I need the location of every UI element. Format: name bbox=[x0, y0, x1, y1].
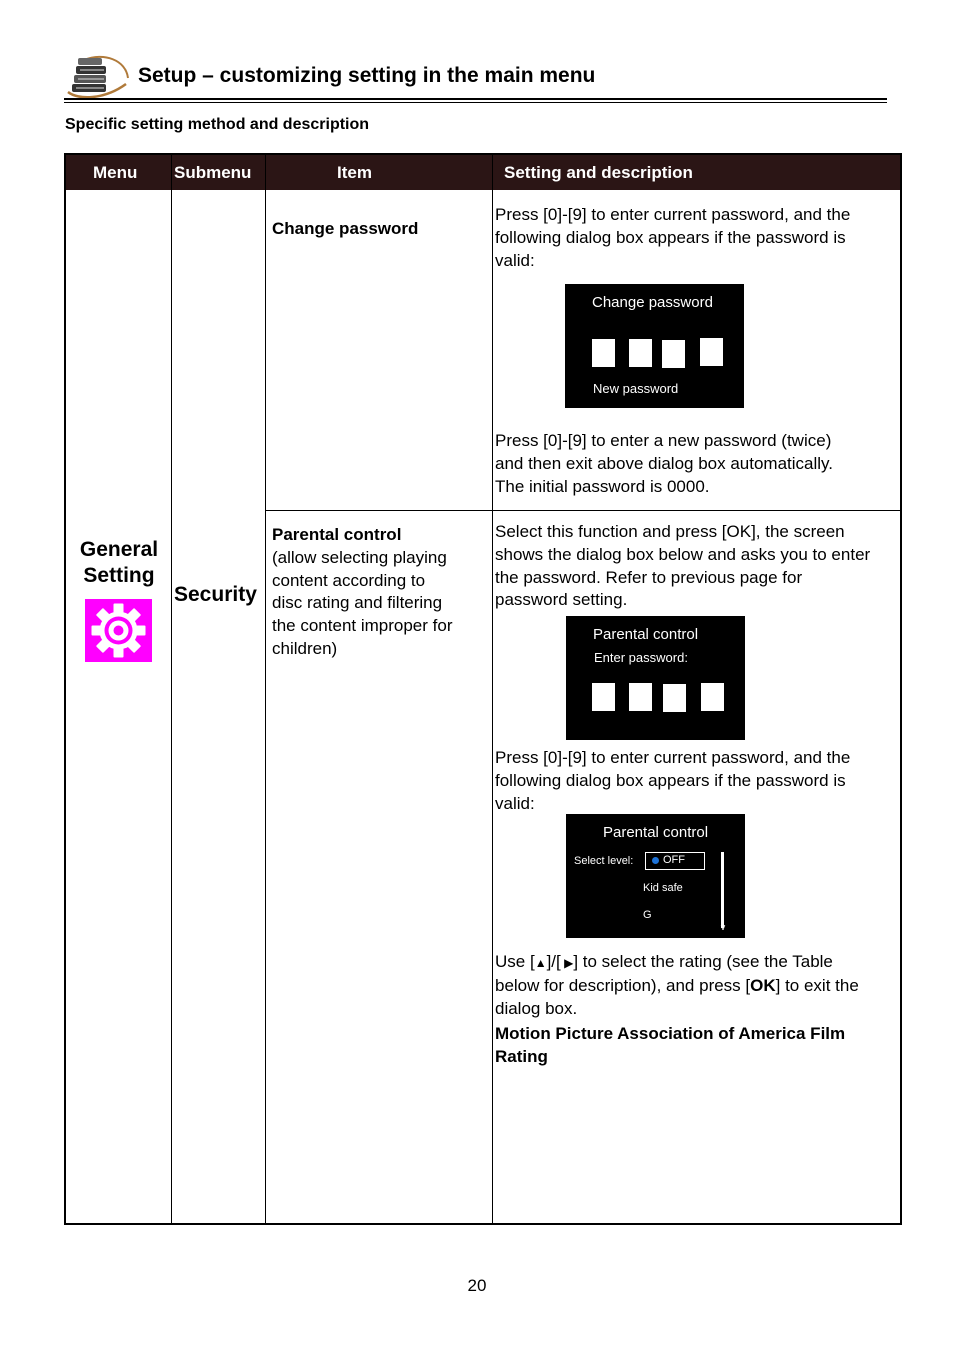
parental-control-desc-3 bbox=[495, 951, 859, 1020]
books-stack-icon bbox=[64, 54, 132, 98]
column-divider bbox=[492, 155, 493, 1223]
option-label: OFF bbox=[663, 854, 685, 866]
text-line: Press [0]-[9] to enter current password, and the bbox=[495, 205, 851, 224]
text-line: Select this function and press [OK], the screen bbox=[495, 522, 845, 541]
text-line: the password. Refer to previous page for bbox=[495, 567, 803, 587]
level-option[interactable]: Kid safe bbox=[643, 882, 683, 894]
text-line: Rating bbox=[495, 1046, 548, 1066]
text-line: the content improper for bbox=[272, 616, 453, 636]
section-subtitle: Specific setting method and description bbox=[65, 116, 370, 133]
ok-key-label: OK bbox=[750, 975, 776, 995]
triangle-right-icon: ▶ bbox=[560, 956, 574, 970]
password-digit-box bbox=[701, 683, 724, 711]
dialog-caption: New password bbox=[593, 381, 679, 396]
page-title: Setup – customizing setting in the main menu bbox=[138, 64, 596, 87]
table-header bbox=[66, 155, 900, 190]
text-line: shows the dialog box below and asks you to enter bbox=[495, 544, 871, 564]
text-span: ] to exit the bbox=[775, 975, 859, 995]
select-level-label: Select level: bbox=[574, 855, 634, 867]
text-line: following dialog box appears if the password is bbox=[495, 227, 846, 247]
text-line: password setting. bbox=[495, 590, 628, 610]
text-line: following dialog box appears if the password is bbox=[495, 770, 846, 790]
settings-table bbox=[64, 153, 902, 1225]
text-line bbox=[495, 975, 859, 998]
menu-general-setting bbox=[66, 537, 172, 589]
password-digit-box bbox=[662, 340, 685, 368]
text-line: Motion Picture Association of America Film bbox=[495, 1024, 846, 1043]
change-password-desc-1 bbox=[495, 204, 850, 272]
dialog-title: Change password bbox=[592, 294, 713, 311]
password-digit-box bbox=[663, 684, 686, 712]
password-digit-box bbox=[629, 683, 652, 711]
dialog-title: Parental control bbox=[593, 626, 699, 643]
text-line: valid: bbox=[495, 793, 535, 813]
text-line: Press [0]-[9] to enter a new password (twice) bbox=[495, 431, 832, 450]
mpaa-title bbox=[495, 1023, 845, 1069]
page-header bbox=[64, 52, 888, 104]
column-header-menu: Menu bbox=[93, 163, 138, 182]
level-option[interactable]: G bbox=[643, 909, 652, 921]
text-line: children) bbox=[272, 638, 338, 658]
password-digit-box bbox=[629, 339, 652, 367]
parental-control-level-dialog bbox=[566, 814, 745, 938]
page-number: 20 bbox=[467, 1276, 487, 1295]
text-line: The initial password is 0000. bbox=[495, 476, 710, 496]
submenu-security: Security bbox=[174, 583, 257, 606]
menu-label-line2: Setting bbox=[83, 564, 155, 587]
scroll-down-indicator: v bbox=[720, 922, 726, 932]
dialog-title: Parental control bbox=[603, 824, 709, 841]
row-divider bbox=[266, 510, 900, 511]
header-rule-thin bbox=[64, 102, 887, 103]
text-span: ]/[ bbox=[546, 952, 561, 971]
gear-icon bbox=[85, 599, 152, 662]
column-header-setting: Setting and description bbox=[504, 163, 693, 182]
dialog-caption: Enter password: bbox=[594, 650, 688, 665]
password-digit-box bbox=[700, 338, 723, 366]
radio-dot-icon bbox=[652, 857, 659, 864]
text-line: (allow selecting playing bbox=[272, 547, 447, 567]
parental-control-desc-1 bbox=[495, 521, 870, 612]
password-digit-box bbox=[592, 339, 615, 367]
column-divider bbox=[265, 155, 266, 1223]
item-parental-control bbox=[272, 524, 452, 661]
text-line: disc rating and filtering bbox=[272, 593, 443, 613]
triangle-up-icon: ▲ bbox=[534, 956, 547, 970]
text-line: and then exit above dialog box automatically. bbox=[495, 453, 834, 473]
item-title: Parental control bbox=[272, 525, 402, 544]
parental-control-password-dialog bbox=[566, 616, 745, 740]
column-header-item: Item bbox=[337, 163, 372, 182]
scrollbar[interactable] bbox=[721, 852, 724, 928]
text-line: Press [0]-[9] to enter current password, and the bbox=[495, 748, 851, 767]
text-line: dialog box. bbox=[495, 998, 578, 1018]
menu-label-line1: General bbox=[79, 538, 159, 561]
text-line: valid: bbox=[495, 250, 535, 270]
column-divider bbox=[171, 155, 172, 1223]
text-span: ] to select the rating (see the Table bbox=[573, 952, 833, 971]
text-span: Use [ bbox=[495, 952, 535, 971]
text-line bbox=[495, 951, 859, 975]
text-line: content according to bbox=[272, 570, 426, 590]
password-digit-box bbox=[592, 683, 615, 711]
text-span: below for description), and press [ bbox=[495, 975, 751, 995]
level-option-selected[interactable] bbox=[645, 852, 705, 870]
header-rule bbox=[64, 98, 887, 100]
column-header-submenu: Submenu bbox=[174, 163, 252, 182]
item-change-password: Change password bbox=[272, 219, 419, 238]
change-password-dialog bbox=[565, 284, 744, 408]
parental-control-desc-2 bbox=[495, 747, 850, 815]
change-password-desc-2 bbox=[495, 430, 833, 498]
